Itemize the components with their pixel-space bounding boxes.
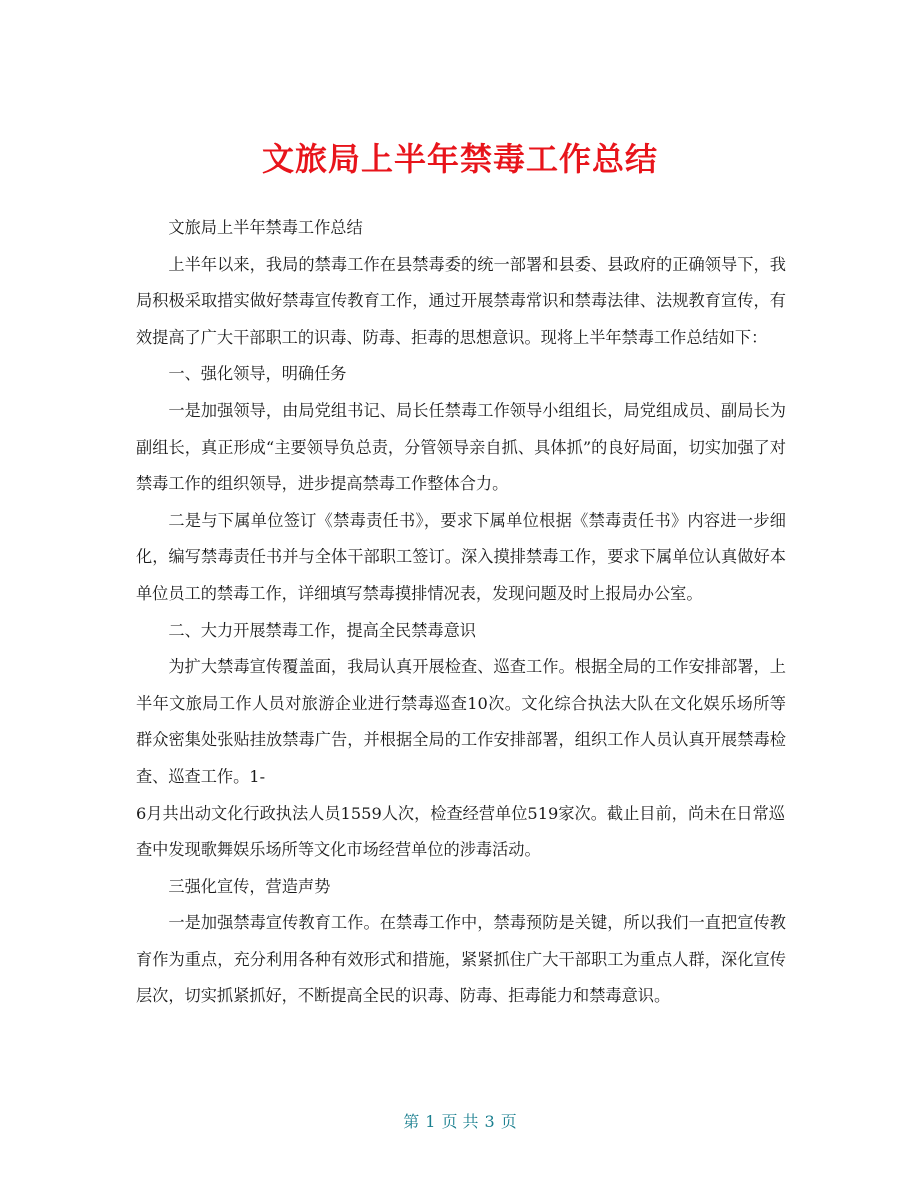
document-title: 文旅局上半年禁毒工作总结: [261, 140, 658, 179]
document-body: [136, 210, 786, 1015]
section-heading-1: 一、强化领导，明确任务: [168, 364, 347, 384]
paragraph-responsibility: 二是与下属单位签订《禁毒责任书》，要求下属单位根据《禁毒责任书》内容进一步细化，编写禁毒责任书并与全体干部职工签订。深入摸排禁毒工作，要求下属单位认真做好本单位员工的禁毒工作，详细填写禁毒摸排情况表，发现问题及时上报局办公室。: [136, 510, 786, 603]
paragraph-leadership: 一是加强领导，由局党组书记、局长任禁毒工作领导小组组长，局党组成员、副局长为副组长，真正形成“主要领导负总责，分管领导亲自抓、具体抓”的良好局面，切实加强了对禁毒工作的组织领导，进步提高禁毒工作整体合力。: [136, 400, 786, 494]
page-label-prefix: 第: [403, 1112, 420, 1131]
paragraph-inspection-continued: 6月共出动文化行政执法人员1559人次，检查经营单位519家次。截止目前，尚未在日常巡查中发现歌舞娱乐场所等文化市场经营单位的涉毒活动。: [136, 803, 785, 860]
current-page-number: 1: [425, 1112, 436, 1131]
section-heading-2: 二、大力开展禁毒工作，提高全民禁毒意识: [168, 620, 476, 640]
paragraph-subtitle: 文旅局上半年禁毒工作总结: [168, 218, 363, 237]
page-number-footer: [0, 1110, 920, 1134]
paragraph-education: 一是加强禁毒宣传教育工作。在禁毒工作中，禁毒预防是关键，所以我们一直把宣传教育作为重点，充分利用各种有效形式和措施，紧紧抓住广大干部职工为重点人群，深化宣传层次，切实抓紧抓好，不断提高全民的识毒、防毒、拒毒能力和禁毒意识。: [136, 913, 786, 1006]
page-label-suffix: 页: [500, 1112, 517, 1131]
total-pages-number: 3: [484, 1112, 495, 1131]
section-heading-3: 三强化宣传，营造声势: [168, 876, 331, 896]
paragraph-inspection: 为扩大禁毒宣传覆盖面，我局认真开展检查、巡查工作。根据全局的工作安排部署，上半年文旅局工作人员对旅游企业进行禁毒巡查10次。文化综合执法大队在文化娱乐场所等群众密集处张贴挂放禁毒广告，并根据全局的工作安排部署，组织工作人员认真开展禁毒检查、巡查工作。1-: [136, 657, 786, 786]
paragraph-intro: 上半年以来，我局的禁毒工作在县禁毒委的统一部署和县委、县政府的正确领导下，我局积极采取措实做好禁毒宣传教育工作，通过开展禁毒常识和禁毒法律、法规教育宣传，有效提高了广大干部职工的识毒、防毒、拒毒的思想意识。现将上半年禁毒工作总结如下：: [136, 254, 786, 347]
page-label-mid: 页 共: [441, 1112, 479, 1131]
